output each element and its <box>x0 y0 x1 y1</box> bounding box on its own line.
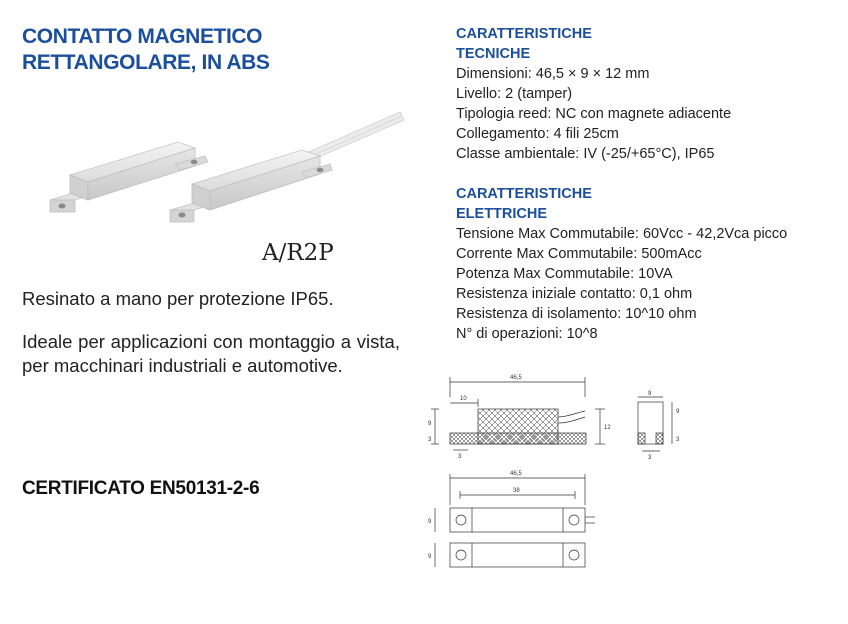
application-text: Ideale per applicazioni con montaggio a vista, per macchinari industriali e automotive. <box>22 331 400 376</box>
title-line-1: CONTATTO MAGNETICO <box>22 25 263 48</box>
protection-text: Resinato a mano per protezione IP65. <box>22 288 334 309</box>
dim-side-height: 9 <box>428 421 432 427</box>
technical-heading-line-2: TECNICHE <box>456 46 531 62</box>
dim-side-total-height: 12 <box>604 425 611 431</box>
spec-insulation-resistance: Resistenza di isolamento: 10^10 ohm <box>456 306 697 322</box>
certification-label: CERTIFICATO EN50131-2-6 <box>22 478 260 499</box>
dim-side-length: 46,5 <box>510 375 522 381</box>
dim-end-base-bottom: 3 <box>648 455 652 461</box>
side-view <box>431 377 605 450</box>
electrical-heading <box>456 184 836 224</box>
spec-contact-resistance: Resistenza iniziale contatto: 0,1 ohm <box>456 286 693 302</box>
spec-operations: N° di operazioni: 10^8 <box>456 326 598 342</box>
product-title <box>22 24 270 76</box>
technical-drawing <box>420 365 690 580</box>
dim-top-width-1: 9 <box>428 519 432 525</box>
electrical-list <box>456 224 836 344</box>
dim-top-width-2: 9 <box>428 554 432 560</box>
spec-reed-type: Tipologia reed: NC con magnete adiacente <box>456 106 732 122</box>
spec-max-voltage: Tensione Max Commutabile: 60Vcc - 42,2Vca picco <box>456 226 788 242</box>
specs-panel <box>456 24 836 344</box>
electrical-heading-line-2: ELETTRICHE <box>456 206 548 222</box>
dim-end-width: 9 <box>648 391 652 397</box>
product-code: A/R2P <box>262 240 334 266</box>
spec-level: Livello: 2 (tamper) <box>456 86 573 102</box>
spec-environment-class: Classe ambientale: IV (-25/+65°C), IP65 <box>456 146 715 162</box>
dim-end-height: 9 <box>676 409 680 415</box>
spec-connection: Collegamento: 4 fili 25cm <box>456 126 619 142</box>
end-view <box>638 397 672 451</box>
technical-heading-line-1: CARATTERISTICHE <box>456 26 592 42</box>
dim-top-hole-spacing: 38 <box>513 488 520 494</box>
dim-side-base: 3 <box>428 437 432 443</box>
spec-max-power: Potenza Max Commutabile: 10VA <box>456 266 673 282</box>
spec-max-current: Corrente Max Commutabile: 500mAcc <box>456 246 702 262</box>
product-photo <box>40 100 410 240</box>
dim-side-base-bottom: 3 <box>458 454 462 460</box>
electrical-heading-line-1: CARATTERISTICHE <box>456 186 592 202</box>
title-line-2: RETTANGOLARE, IN ABS <box>22 51 270 74</box>
dim-end-base: 3 <box>676 437 680 443</box>
spec-dimensions: Dimensioni: 46,5 × 9 × 12 mm <box>456 66 650 82</box>
dim-top-length: 46,5 <box>510 471 522 477</box>
dim-side-offset: 10 <box>460 396 467 402</box>
technical-list <box>456 64 836 164</box>
technical-heading <box>456 24 836 64</box>
